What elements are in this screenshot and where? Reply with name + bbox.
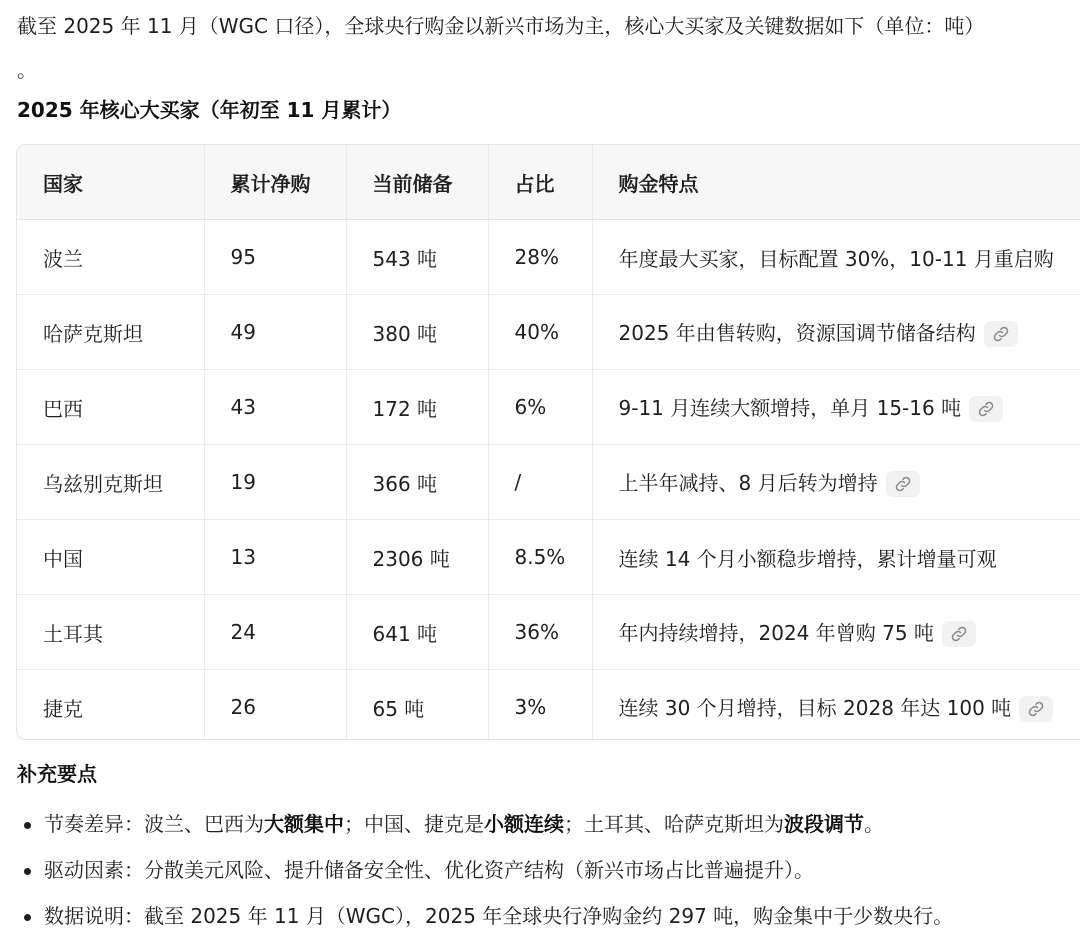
table-row <box>17 520 1080 595</box>
cell-country <box>17 370 204 445</box>
cell-country <box>17 220 204 295</box>
list-text: ；土耳其、哈萨克斯坦为 <box>564 812 784 836</box>
supplement-heading: 补充要点 <box>17 762 97 786</box>
cell-feature-text: 2025 年由售转购，资源国调节储备结构 <box>618 320 976 345</box>
list-item <box>0 808 1080 854</box>
cell-net-purchase <box>204 370 346 445</box>
cell-net-purchase-text: 26 <box>230 695 256 719</box>
cell-net-purchase-text: 95 <box>230 245 256 269</box>
cell-share-text: 40% <box>514 320 559 344</box>
cell-country <box>17 295 204 370</box>
list-text: 节奏差异：波兰、巴西为 <box>44 812 264 836</box>
cell-feature-text: 连续 14 个月小额稳步增持，累计增量可观 <box>618 546 997 571</box>
supplement-list <box>0 808 1080 946</box>
cell-net-purchase <box>204 295 346 370</box>
cell-reserve <box>346 445 488 520</box>
cell-country <box>17 595 204 670</box>
cell-feature <box>592 370 1080 445</box>
cell-country <box>17 520 204 595</box>
cell-net-purchase <box>204 595 346 670</box>
table-row <box>17 220 1080 295</box>
section-heading: 2025 年核心大买家（年初至 11 月累计） <box>17 98 402 122</box>
gold-buyers-table <box>16 144 1080 740</box>
header-feature: 购金特点 <box>592 145 1080 220</box>
cell-share-text: 6% <box>514 395 547 419</box>
cell-feature-text: 连续 30 个月增持，目标 2028 年达 100 吨 <box>618 695 1012 720</box>
cell-feature <box>592 520 1080 595</box>
cell-reserve-text: 172 吨 <box>372 396 438 421</box>
intro-line-2: 。 <box>17 58 37 82</box>
cell-net-purchase-text: 13 <box>230 545 256 569</box>
link-icon[interactable] <box>886 471 920 497</box>
cell-reserve-text: 366 吨 <box>372 471 438 496</box>
link-icon[interactable] <box>984 321 1018 347</box>
cell-share-text: 36% <box>514 620 559 644</box>
cell-share <box>488 520 592 595</box>
cell-share <box>488 670 592 741</box>
cell-reserve <box>346 520 488 595</box>
cell-feature <box>592 220 1080 295</box>
list-text: 驱动因素：分散美元风险、提升储备安全性、优化资产结构（新兴市场占比普遍提升）。 <box>44 858 814 882</box>
cell-feature <box>592 595 1080 670</box>
cell-share <box>488 370 592 445</box>
list-text: ；中国、捷克是 <box>344 812 484 836</box>
table-row <box>17 670 1080 741</box>
bold-text: 小额连续 <box>484 812 564 836</box>
cell-share-text: 8.5% <box>514 545 566 569</box>
table-row <box>17 370 1080 445</box>
intro-line-1: 截至 2025 年 11 月（WGC 口径），全球央行购金以新兴市场为主，核心大买家及关键数据如下（单位：吨） <box>17 14 985 38</box>
cell-reserve <box>346 295 488 370</box>
link-icon[interactable] <box>1019 696 1053 722</box>
cell-net-purchase <box>204 220 346 295</box>
cell-country-text: 乌兹别克斯坦 <box>43 471 163 496</box>
cell-feature <box>592 295 1080 370</box>
cell-net-purchase <box>204 520 346 595</box>
cell-feature <box>592 670 1080 741</box>
cell-reserve-text: 2306 吨 <box>372 546 450 571</box>
table-row <box>17 295 1080 370</box>
cell-country-text: 哈萨克斯坦 <box>43 321 143 346</box>
list-text: 。 <box>864 812 884 836</box>
cell-reserve <box>346 670 488 741</box>
cell-share-text: / <box>514 470 522 494</box>
header-country: 国家 <box>17 145 204 220</box>
cell-share <box>488 595 592 670</box>
table-row <box>17 445 1080 520</box>
cell-net-purchase <box>204 670 346 741</box>
table-header-row <box>17 145 1080 220</box>
cell-share <box>488 445 592 520</box>
bold-text: 波段调节 <box>784 812 864 836</box>
cell-country <box>17 670 204 741</box>
cell-country-text: 巴西 <box>43 396 83 421</box>
cell-country-text: 捷克 <box>43 696 83 721</box>
cell-country-text: 中国 <box>43 546 83 571</box>
cell-reserve-text: 380 吨 <box>372 321 438 346</box>
cell-net-purchase-text: 49 <box>230 320 256 344</box>
header-net-purchase: 累计净购 <box>204 145 346 220</box>
cell-reserve-text: 641 吨 <box>372 621 438 646</box>
list-text: 数据说明：截至 2025 年 11 月（WGC），2025 年全球央行净购金约 297 吨，购金集中于少数央行。 <box>44 904 954 928</box>
cell-net-purchase-text: 24 <box>230 620 256 644</box>
cell-feature-text: 上半年减持、8 月后转为增持 <box>618 470 878 495</box>
bold-text: 大额集中 <box>264 812 344 836</box>
cell-share <box>488 220 592 295</box>
cell-reserve-text: 65 吨 <box>372 696 425 721</box>
cell-reserve-text: 543 吨 <box>372 246 438 271</box>
list-item <box>0 854 1080 900</box>
cell-reserve <box>346 370 488 445</box>
cell-share <box>488 295 592 370</box>
cell-net-purchase-text: 43 <box>230 395 256 419</box>
cell-country <box>17 445 204 520</box>
link-icon[interactable] <box>942 621 976 647</box>
cell-reserve <box>346 220 488 295</box>
cell-country-text: 波兰 <box>43 246 83 271</box>
list-item <box>0 900 1080 946</box>
intro-paragraph <box>17 10 1080 86</box>
link-icon[interactable] <box>969 396 1003 422</box>
header-share: 占比 <box>488 145 592 220</box>
cell-country-text: 土耳其 <box>43 621 103 646</box>
cell-feature-text: 年内持续增持，2024 年曾购 75 吨 <box>618 620 934 645</box>
cell-share-text: 3% <box>514 695 547 719</box>
cell-net-purchase-text: 19 <box>230 470 256 494</box>
header-reserve: 当前储备 <box>346 145 488 220</box>
cell-net-purchase <box>204 445 346 520</box>
cell-feature-text: 年度最大买家，目标配置 30%，10-11 月重启购 <box>618 246 1054 271</box>
cell-reserve <box>346 595 488 670</box>
table-row <box>17 595 1080 670</box>
cell-feature <box>592 445 1080 520</box>
cell-feature-text: 9-11 月连续大额增持，单月 15-16 吨 <box>618 395 962 420</box>
cell-share-text: 28% <box>514 245 559 269</box>
